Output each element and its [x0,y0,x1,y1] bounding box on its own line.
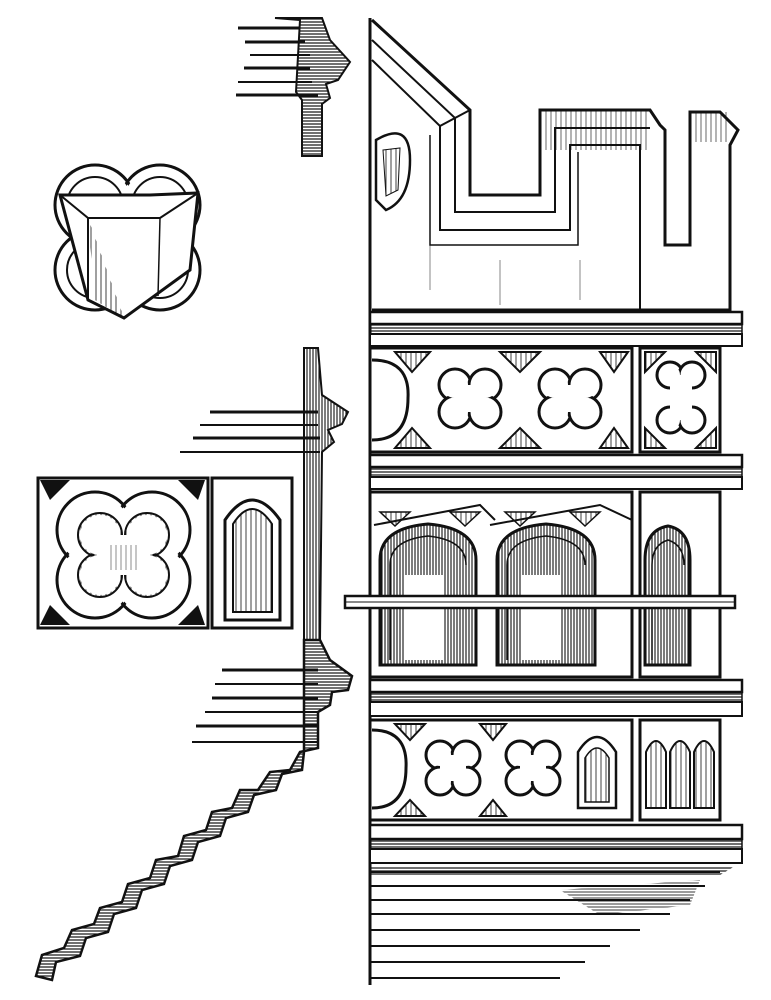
battlement [372,20,738,310]
oriel-elevation [345,18,742,985]
upper-cornice [370,312,742,346]
top-moulding-profile [236,18,350,156]
upper-quatrefoil-frieze [370,348,720,452]
lower-quatrefoil-frieze [370,720,720,820]
window-light-1 [380,524,476,665]
middle-cornice [370,455,742,489]
window-lights [345,492,735,677]
quatrefoil-panel-detail [38,478,292,628]
quatrefoil-shield-panel [55,165,200,318]
window-light-2 [497,524,595,665]
corbel-profile [36,640,352,980]
sill-cornice [370,680,742,716]
base-mouldings [370,825,742,978]
